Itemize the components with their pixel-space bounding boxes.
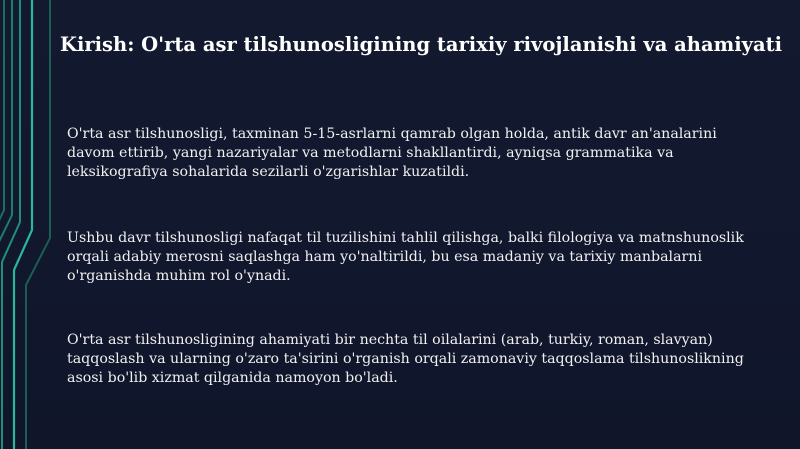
paragraph-1: O'rta asr tilshunosligi, taxminan 5-15-asrlarni qamrab olgan holda, antik davr an'analarini davom ettirib, yangi nazariyalar va metodlarni shakllantirdi, ayniqsa grammatika va leksikografiya sohalarida sezilarli o'zgarishlar kuzatildi. xyxy=(67,126,717,180)
circuit-line-5 xyxy=(26,0,50,449)
circuit-line-1 xyxy=(0,0,4,240)
circuit-line-4 xyxy=(14,0,32,449)
paragraph-2: Ushbu davr tilshunosligi nafaqat til tuzilishini tahlil qilishga, balki filologiya va matnshunoslik orqali adabiy merosni saqlashga ham yo'naltirildi, bu esa madaniy va tarixiy manbalarni o'rganishda muhim rol o'ynadi. xyxy=(67,230,744,284)
circuit-line-decoration xyxy=(0,0,70,449)
paragraph-3: O'rta asr tilshunosligining ahamiyati bir nechta til oilalarini (arab, turkiy, roman, slavyan) taqqoslash va ularning o'zaro ta'sirini o'rganish orqali zamonaviy taqqoslama tilshunoslikning asosi bo'lib xizmat qilganida namoyon bo'ladi. xyxy=(67,332,744,386)
slide-title: Kirish: O'rta asr tilshunosligining tarixiy rivojlanishi va ahamiyati xyxy=(60,33,783,56)
